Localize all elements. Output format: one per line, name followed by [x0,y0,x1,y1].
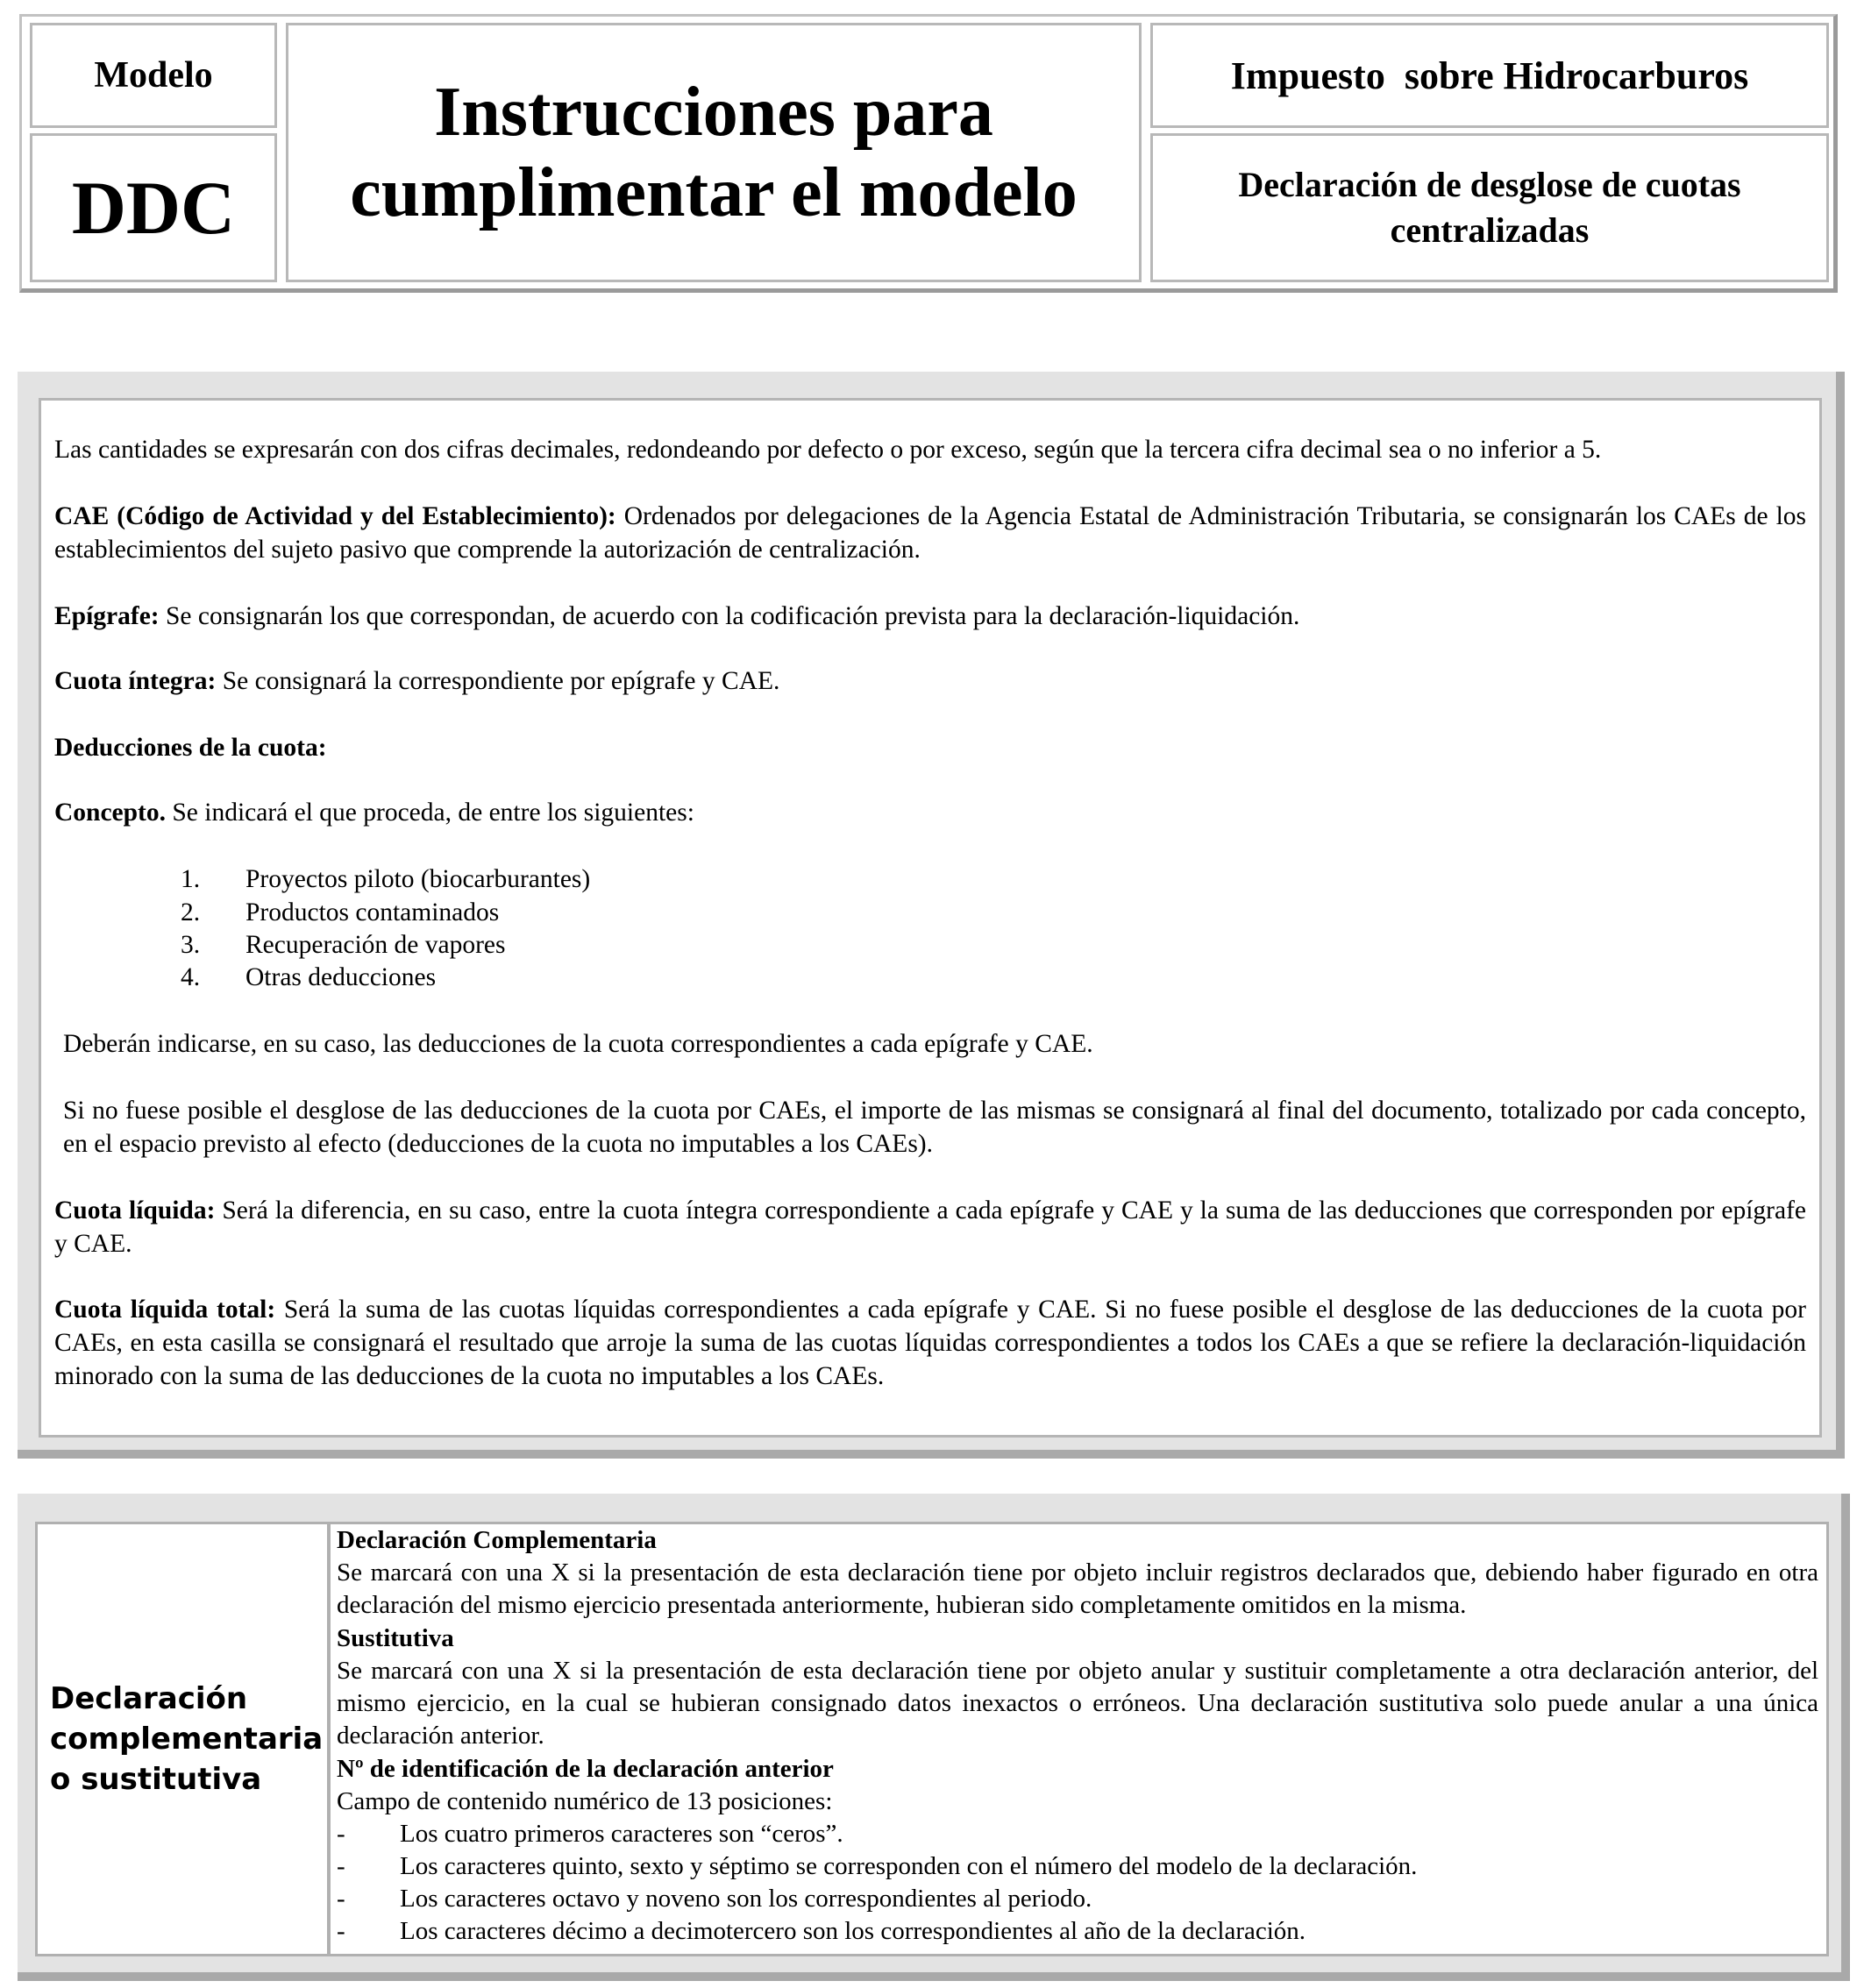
paragraph-cuota-liquida [54,1194,1806,1260]
list-item-dash: - [337,1917,345,1945]
list-item-text: Productos contaminados [245,898,500,927]
list-item-number: 1. [181,865,201,893]
cuota-integra-label: Cuota íntegra: [54,667,217,695]
list-item-dash: - [337,1885,345,1913]
tax-name [1150,23,1829,128]
cuota-integra-text: Se consignará la correspondiente por epígrafe y CAE. [216,667,780,695]
cuota-liquida-total-label: Cuota líquida total: [54,1296,276,1324]
list-item-text: Recuperación de vapores [245,931,506,959]
page-title-line-1: Instrucciones para [434,74,993,151]
list-item-dash: - [337,1852,345,1880]
cuota-liquida-total-text: Será la suma de las cuotas líquidas correspondientes a cada epígrafe y CAE. Si no fuese posible el desglose de las deducciones de la cuota por CAEs, en esta casilla se consignará el resultado que arroje la suma de las cuotas líquidas correspondientes a todos los CAEs a que se refiere la declaración-liquidación minorado con la suma de las deducciones de la cuota no imputables a los CAEs. [54,1296,1806,1390]
complementaria-text: Se marcará con una X si la presentación de esta declaración tiene por objeto incluir registros declarados que, debiendo haber figurado en otra declaración del mismo ejercicio presentada anteriormente, hubieran sido completamente omitidos en la misma. [337,1558,1818,1619]
list-item-number: 3. [181,931,201,959]
id-number-text: Campo de contenido numérico de 13 posiciones: [337,1787,833,1815]
concepto-text: Se indicará el que proceda, de entre los siguientes: [166,799,694,827]
modelo-code-text: DDC [71,166,236,250]
declaration-type-line-1: Declaración de desglose de cuotas [1238,165,1741,204]
list-item-text: Los cuatro primeros caracteres son “ceros”. [400,1820,843,1848]
id-number-heading: Nº de identificación de la declaración anterior [337,1755,834,1783]
section-label [35,1522,330,1956]
section-label-text: Declaración complementaria o sustitutiva [50,1681,324,1797]
list-item-dash: - [337,1820,345,1848]
cuota-liquida-label: Cuota líquida: [54,1196,216,1225]
cuota-liquida-text: Será la diferencia, en su caso, entre la cuota íntegra correspondiente a cada epígrafe y CAE y la suma de las deducciones que corresponden por epígrafe y CAE. [54,1196,1806,1258]
complementaria-heading: Declaración Complementaria [337,1526,657,1554]
modelo-code [30,133,277,282]
cae-label: CAE (Código de Actividad y del Establecimiento): [54,502,616,530]
modelo-label [30,23,277,128]
paragraph-cae [54,500,1806,566]
epigrafe-text: Se consignarán los que correspondan, de acuerdo con la codificación prevista para la declaración-liquidación. [159,602,1300,630]
page-title [286,23,1142,282]
paragraph-deberan: Deberán indicarse, en su caso, las deducciones de la cuota correspondientes a cada epígrafe y CAE. [63,1030,1093,1058]
list-item-text: Otras deducciones [245,963,437,991]
sustitutiva-text: Se marcará con una X si la presentación de esta declaración tiene por objeto anular y sustituir completamente a otra declaración anterior, del mismo ejercicio, en la cual se hubieran consignado datos inexactos o erróneos. Una declaración sustitutiva solo puede anular a una única declaración anterior. [337,1657,1818,1750]
deducciones-heading: Deducciones de la cuota: [54,734,327,762]
paragraph-cuota-integra [54,664,1806,698]
list-item-text: Proyectos piloto (biocarburantes) [245,865,591,893]
concepto-label: Concepto. [54,799,167,827]
epigrafe-label: Epígrafe: [54,602,160,630]
list-item-number: 2. [181,898,201,927]
paragraph-concepto [54,796,1806,829]
declaration-type [1150,133,1829,282]
declaration-type-line-2: centralizadas [1390,210,1590,250]
paragraph-cuota-liquida-total [54,1293,1806,1393]
modelo-label-text: Modelo [94,55,213,96]
list-item-number: 4. [181,963,201,991]
list-item-text: Los caracteres décimo a decimotercero son los correspondientes al año de la declaración. [400,1917,1306,1945]
paragraph-epigrafe [54,600,1806,633]
paragraph-si-no-fuese: Si no fuese posible el desglose de las deducciones de la cuota por CAEs, el importe de las mismas se consignará al final del documento, totalizado por cada concepto, en el espacio previsto al efecto (deducciones de la cuota no imputables a los CAEs). [63,1097,1806,1158]
cae-text: Ordenados por delegaciones de la Agencia Estatal de Administración Tributaria, se consignarán los CAEs de los establecimientos del sujeto pasivo que comprende la autorización de centralización. [54,502,1806,564]
list-item-text: Los caracteres octavo y noveno son los correspondientes al periodo. [400,1885,1092,1913]
list-item-text: Los caracteres quinto, sexto y séptimo se corresponden con el número del modelo de la declaración. [400,1852,1418,1880]
sustitutiva-heading: Sustitutiva [337,1624,454,1652]
paragraph-cantidades: Las cantidades se expresarán con dos cifras decimales, redondeando por defecto o por exceso, según que la tercera cifra decimal sea o no inferior a 5. [54,436,1602,464]
tax-name-text: Impuesto sobre Hidrocarburos [1230,53,1749,97]
page-title-line-2: cumplimentar el modelo [350,154,1078,231]
